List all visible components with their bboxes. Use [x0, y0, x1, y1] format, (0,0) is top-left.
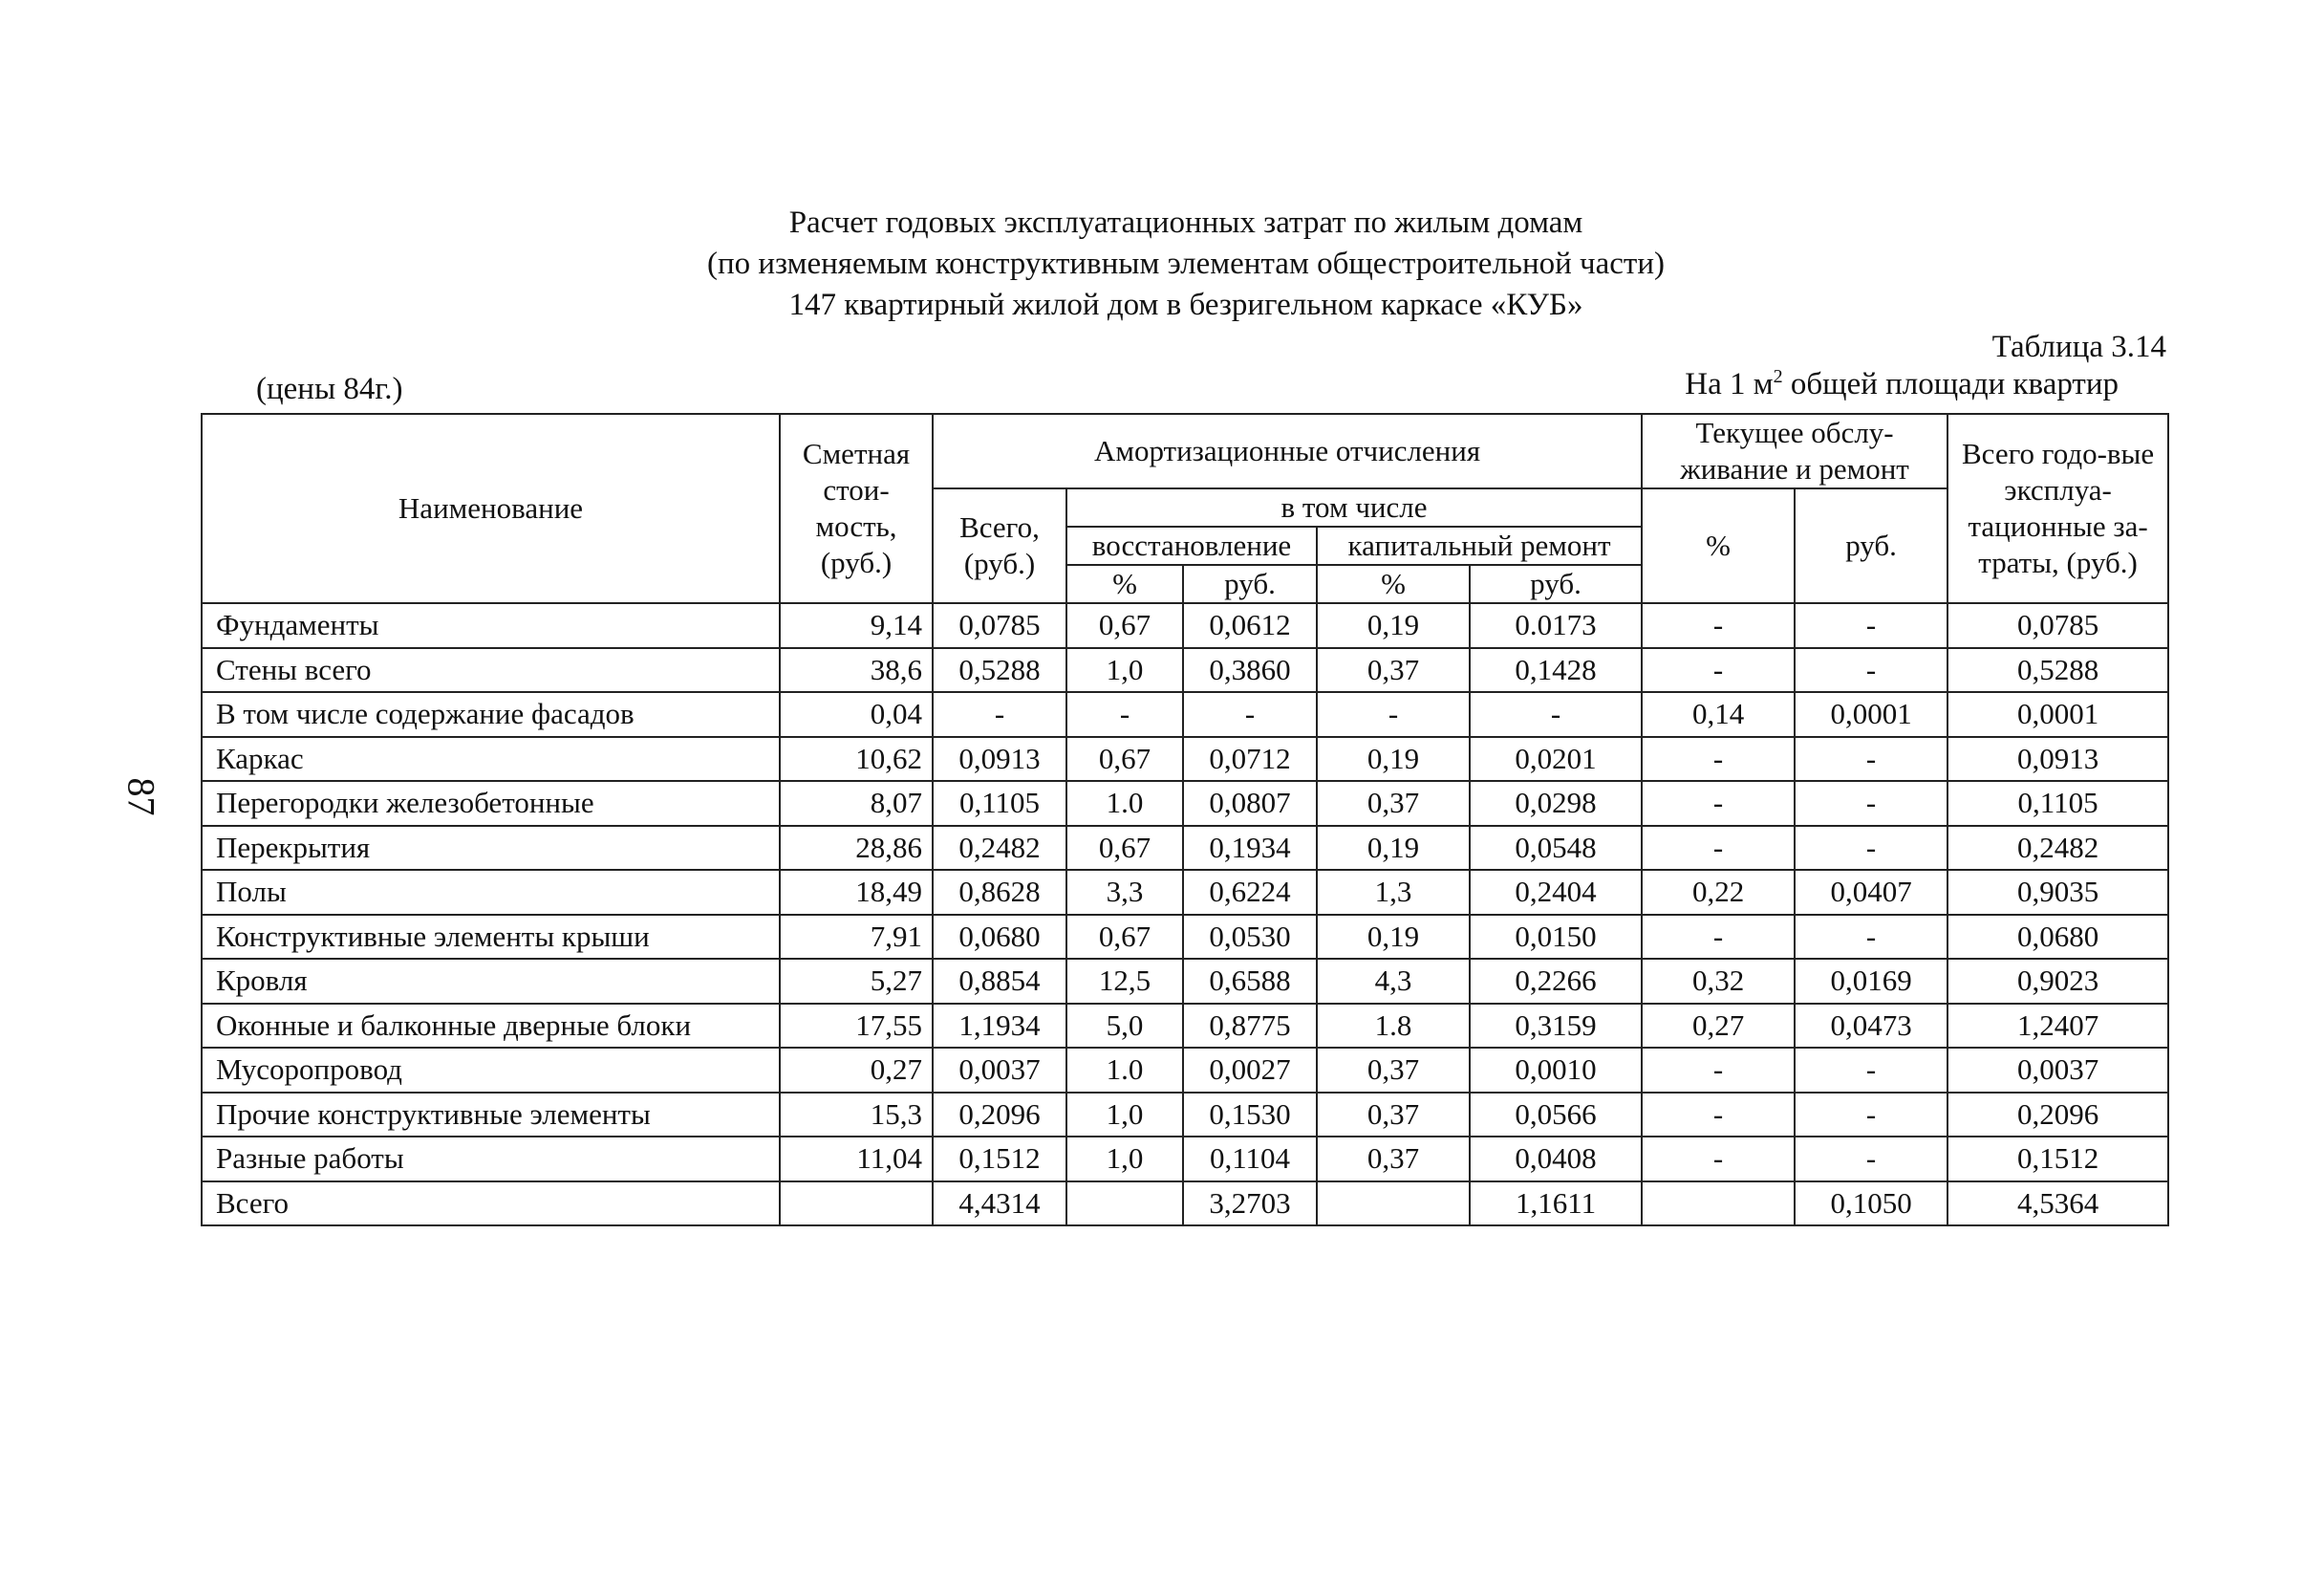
cell-name: Фундаменты — [202, 603, 780, 648]
table-row — [202, 648, 2168, 693]
cell-rest-pct — [1066, 1181, 1183, 1226]
cell-rest-rub: 3,2703 — [1183, 1181, 1317, 1226]
cell-cost: 7,91 — [780, 915, 933, 960]
cell-maint-pct: - — [1642, 737, 1795, 782]
table-row — [202, 959, 2168, 1004]
cell-cap-pct: 1.8 — [1317, 1004, 1470, 1049]
cell-cap-rub: 0.0173 — [1470, 603, 1642, 648]
cell-maint-pct: 0,27 — [1642, 1004, 1795, 1049]
cell-maint-rub: - — [1795, 648, 1947, 693]
cell-name: Стены всего — [202, 648, 780, 693]
cell-total: 0,0680 — [1947, 915, 2168, 960]
table-body — [202, 603, 2168, 1225]
cell-maint-rub: - — [1795, 737, 1947, 782]
table-number: Таблица 3.14 — [1991, 330, 2166, 364]
table-row — [202, 1048, 2168, 1093]
cell-maint-pct: - — [1642, 781, 1795, 826]
header-amort-total: Всего, (руб.) — [933, 488, 1066, 603]
cell-cap-rub: 0,0566 — [1470, 1093, 1642, 1137]
cell-cap-rub: 0,0150 — [1470, 915, 1642, 960]
cell-name: Оконные и балконные дверные блоки — [202, 1004, 780, 1049]
cell-cap-rub: 0,0548 — [1470, 826, 1642, 871]
cell-cap-pct: 0,19 — [1317, 737, 1470, 782]
title-line-2: (по изменяемым конструктивным элементам общестроительной части) — [706, 247, 1665, 281]
cell-rest-rub: 0,0612 — [1183, 603, 1317, 648]
cost-table — [201, 413, 2169, 1226]
table-row — [202, 781, 2168, 826]
cell-cap-rub: 0,0010 — [1470, 1048, 1642, 1093]
cell-cap-rub: 0,0408 — [1470, 1137, 1642, 1181]
cell-maint-rub: 0,1050 — [1795, 1181, 1947, 1226]
cell-maint-rub: - — [1795, 826, 1947, 871]
prices-note: (цены 84г.) — [256, 372, 403, 406]
cell-cap-pct: 0,19 — [1317, 826, 1470, 871]
cell-amort-total: 0,1512 — [933, 1137, 1066, 1181]
cell-rest-rub: 0,0027 — [1183, 1048, 1317, 1093]
cell-cap-rub: 0,1428 — [1470, 648, 1642, 693]
table-row — [202, 826, 2168, 871]
cell-cost: 18,49 — [780, 870, 933, 915]
cell-cost: 0,04 — [780, 692, 933, 737]
cell-maint-rub: - — [1795, 1048, 1947, 1093]
cell-cost: 17,55 — [780, 1004, 933, 1049]
cell-total: 0,1105 — [1947, 781, 2168, 826]
cell-rest-pct: 0,67 — [1066, 915, 1183, 960]
cell-name: Всего — [202, 1181, 780, 1226]
cell-cost: 8,07 — [780, 781, 933, 826]
cell-name: Конструктивные элементы крыши — [202, 915, 780, 960]
cell-total: 0,5288 — [1947, 648, 2168, 693]
cell-maint-pct: - — [1642, 648, 1795, 693]
cell-name: Каркас — [202, 737, 780, 782]
cell-rest-pct: - — [1066, 692, 1183, 737]
cell-cap-rub: - — [1470, 692, 1642, 737]
cell-cost: 38,6 — [780, 648, 933, 693]
cell-cap-rub: 0,2266 — [1470, 959, 1642, 1004]
header-restoration: восстановление — [1066, 527, 1317, 565]
cell-total: 0,0037 — [1947, 1048, 2168, 1093]
header-cap-rub: руб. — [1470, 565, 1642, 603]
cell-cap-pct: 0,19 — [1317, 603, 1470, 648]
cell-maint-rub: 0,0473 — [1795, 1004, 1947, 1049]
cell-amort-total: 0,1105 — [933, 781, 1066, 826]
cell-amort-total: 0,8854 — [933, 959, 1066, 1004]
cell-rest-pct: 5,0 — [1066, 1004, 1183, 1049]
cell-rest-rub: 0,0530 — [1183, 915, 1317, 960]
cell-rest-pct: 1,0 — [1066, 648, 1183, 693]
cell-total: 1,2407 — [1947, 1004, 2168, 1049]
cell-cap-pct: 0,37 — [1317, 1048, 1470, 1093]
cell-rest-pct: 0,67 — [1066, 826, 1183, 871]
cell-rest-rub: 0,0712 — [1183, 737, 1317, 782]
cell-total: 0,1512 — [1947, 1137, 2168, 1181]
table-row — [202, 737, 2168, 782]
cell-maint-pct: - — [1642, 603, 1795, 648]
cell-cost: 0,27 — [780, 1048, 933, 1093]
cell-cap-rub: 1,1611 — [1470, 1181, 1642, 1226]
cell-rest-rub: 0,1934 — [1183, 826, 1317, 871]
cell-cap-rub: 0,0298 — [1470, 781, 1642, 826]
cell-name: Перегородки железобетонные — [202, 781, 780, 826]
header-estimated-cost: Сметная стои-мость, (руб.) — [780, 414, 933, 603]
cell-amort-total: 4,4314 — [933, 1181, 1066, 1226]
cell-maint-rub: - — [1795, 915, 1947, 960]
cell-cap-pct: 0,37 — [1317, 1137, 1470, 1181]
cell-maint-pct: - — [1642, 1137, 1795, 1181]
cell-rest-rub: 0,1104 — [1183, 1137, 1317, 1181]
cell-rest-rub: 0,0807 — [1183, 781, 1317, 826]
area-note-prefix: На 1 м — [1685, 367, 1774, 401]
cell-cap-pct: 1,3 — [1317, 870, 1470, 915]
cell-amort-total: - — [933, 692, 1066, 737]
cell-total: 0,9035 — [1947, 870, 2168, 915]
cell-maint-rub: 0,0407 — [1795, 870, 1947, 915]
cell-maint-pct: 0,14 — [1642, 692, 1795, 737]
cell-amort-total: 0,0785 — [933, 603, 1066, 648]
cell-rest-rub: - — [1183, 692, 1317, 737]
title-line-1: Расчет годовых эксплуатационных затрат по жилым домам — [788, 206, 1583, 240]
cell-cost: 28,86 — [780, 826, 933, 871]
area-note-superscript: 2 — [1773, 366, 1783, 387]
page-number: 87 — [119, 777, 163, 816]
header-rest-percent: % — [1066, 565, 1183, 603]
cell-cap-pct: 0,37 — [1317, 648, 1470, 693]
cell-maint-pct: 0,22 — [1642, 870, 1795, 915]
header-cap-percent: % — [1317, 565, 1470, 603]
cell-name: Полы — [202, 870, 780, 915]
header-name: Наименование — [202, 414, 780, 603]
cell-amort-total: 0,0913 — [933, 737, 1066, 782]
cell-cap-pct: 0,37 — [1317, 781, 1470, 826]
cell-total: 0,9023 — [1947, 959, 2168, 1004]
cell-cost: 9,14 — [780, 603, 933, 648]
cell-rest-rub: 0,1530 — [1183, 1093, 1317, 1137]
cell-name: Перекрытия — [202, 826, 780, 871]
header-maintenance: Текущее обслу-живание и ремонт — [1642, 414, 1947, 488]
cell-cost: 10,62 — [780, 737, 933, 782]
cell-maint-rub: - — [1795, 603, 1947, 648]
cell-name: Прочие конструктивные элементы — [202, 1093, 780, 1137]
cell-amort-total: 0,8628 — [933, 870, 1066, 915]
table-row — [202, 870, 2168, 915]
cell-cost: 5,27 — [780, 959, 933, 1004]
cell-total: 0,0001 — [1947, 692, 2168, 737]
header-maint-rub: руб. — [1795, 488, 1947, 603]
title-line-3: 147 квартирный жилой дом в безригельном каркасе «КУБ» — [788, 288, 1583, 322]
cell-rest-rub: 0,6588 — [1183, 959, 1317, 1004]
cell-cap-pct — [1317, 1181, 1470, 1226]
table-header — [202, 414, 2168, 603]
cell-maint-pct — [1642, 1181, 1795, 1226]
cell-rest-pct: 1,0 — [1066, 1093, 1183, 1137]
header-rest-rub: руб. — [1183, 565, 1317, 603]
cell-maint-pct: - — [1642, 1093, 1795, 1137]
cell-rest-pct: 0,67 — [1066, 603, 1183, 648]
table-row — [202, 1137, 2168, 1181]
cell-name: Разные работы — [202, 1137, 780, 1181]
cell-cap-pct: - — [1317, 692, 1470, 737]
cell-rest-pct: 1.0 — [1066, 1048, 1183, 1093]
cell-rest-rub: 0,8775 — [1183, 1004, 1317, 1049]
cell-amort-total: 1,1934 — [933, 1004, 1066, 1049]
cell-rest-pct: 3,3 — [1066, 870, 1183, 915]
table-row — [202, 692, 2168, 737]
cell-maint-pct: - — [1642, 826, 1795, 871]
cell-cost: 11,04 — [780, 1137, 933, 1181]
area-note — [1685, 366, 2119, 402]
cell-maint-pct: - — [1642, 1048, 1795, 1093]
cell-rest-pct: 1.0 — [1066, 781, 1183, 826]
cell-cost: 15,3 — [780, 1093, 933, 1137]
table-row — [202, 1093, 2168, 1137]
cell-maint-pct: 0,32 — [1642, 959, 1795, 1004]
cell-total: 0,2096 — [1947, 1093, 2168, 1137]
document-title — [0, 203, 2324, 326]
cell-rest-rub: 0,6224 — [1183, 870, 1317, 915]
cell-cost — [780, 1181, 933, 1226]
cell-maint-rub: - — [1795, 781, 1947, 826]
area-note-suffix: общей площади квартир — [1782, 367, 2119, 401]
cell-cap-pct: 0,19 — [1317, 915, 1470, 960]
cell-cap-pct: 0,37 — [1317, 1093, 1470, 1137]
cell-rest-pct: 12,5 — [1066, 959, 1183, 1004]
cell-name: Кровля — [202, 959, 780, 1004]
table-row — [202, 915, 2168, 960]
cell-amort-total: 0,0037 — [933, 1048, 1066, 1093]
table-row — [202, 1181, 2168, 1226]
cell-rest-rub: 0,3860 — [1183, 648, 1317, 693]
cell-total: 0,2482 — [1947, 826, 2168, 871]
cell-maint-pct: - — [1642, 915, 1795, 960]
table-row — [202, 603, 2168, 648]
cell-cap-rub: 0,3159 — [1470, 1004, 1642, 1049]
cell-rest-pct: 0,67 — [1066, 737, 1183, 782]
cell-rest-pct: 1,0 — [1066, 1137, 1183, 1181]
cell-cap-rub: 0,0201 — [1470, 737, 1642, 782]
cell-cap-rub: 0,2404 — [1470, 870, 1642, 915]
cell-name: Мусоропровод — [202, 1048, 780, 1093]
header-maint-percent: % — [1642, 488, 1795, 603]
cell-amort-total: 0,2096 — [933, 1093, 1066, 1137]
header-amortization: Амортизационные отчисления — [933, 414, 1642, 488]
cell-amort-total: 0,5288 — [933, 648, 1066, 693]
header-annual-total: Всего годо-вые эксплуа-тационные за-траты, (руб.) — [1947, 414, 2168, 603]
cell-maint-rub: 0,0001 — [1795, 692, 1947, 737]
table-row — [202, 1004, 2168, 1049]
cell-total: 0,0913 — [1947, 737, 2168, 782]
cell-cap-pct: 4,3 — [1317, 959, 1470, 1004]
cell-amort-total: 0,0680 — [933, 915, 1066, 960]
cell-maint-rub: 0,0169 — [1795, 959, 1947, 1004]
header-including: в том числе — [1066, 488, 1642, 527]
cell-total: 0,0785 — [1947, 603, 2168, 648]
cell-total: 4,5364 — [1947, 1181, 2168, 1226]
cell-maint-rub: - — [1795, 1093, 1947, 1137]
cell-name: В том числе содержание фасадов — [202, 692, 780, 737]
cell-maint-rub: - — [1795, 1137, 1947, 1181]
cell-amort-total: 0,2482 — [933, 826, 1066, 871]
header-capital-repair: капитальный ремонт — [1317, 527, 1642, 565]
